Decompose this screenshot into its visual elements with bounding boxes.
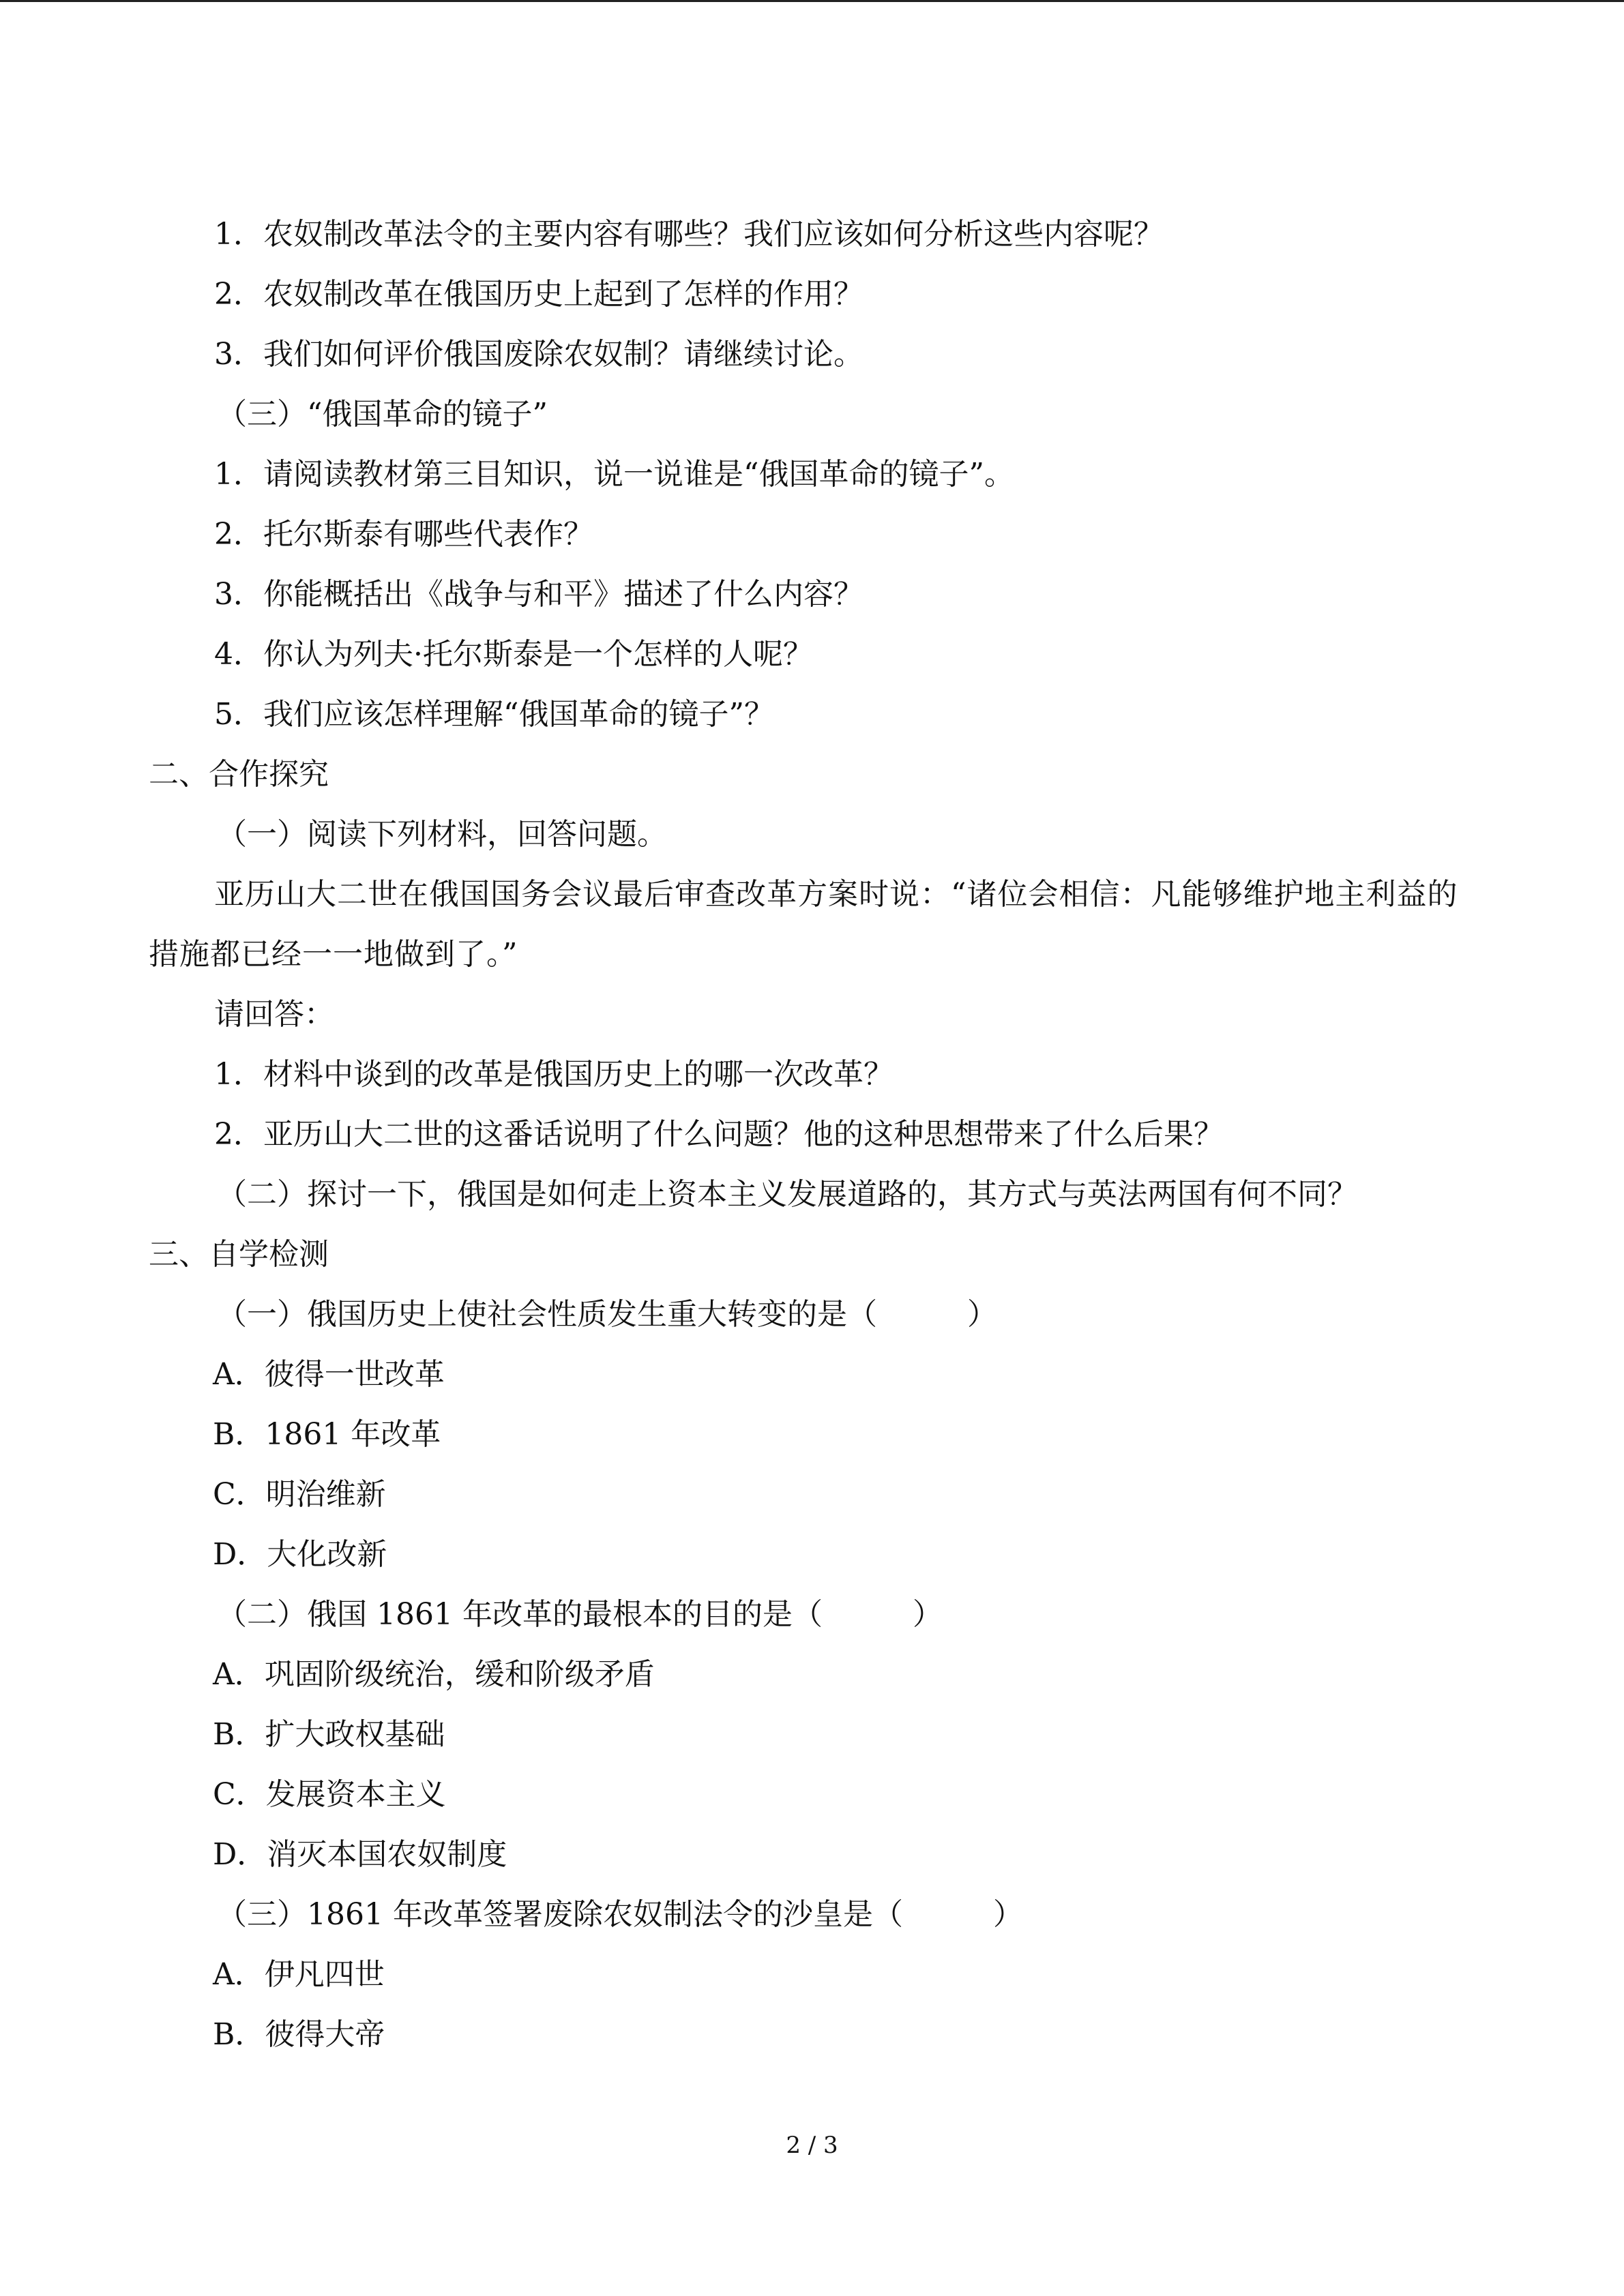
- quiz-option: B．扩大政权基础: [213, 1717, 445, 1752]
- top-border-line: [0, 0, 1624, 2]
- text-line: 请回答：: [214, 997, 334, 1032]
- quiz-option: D．大化改新: [213, 1537, 387, 1572]
- question-line: 1．材料中谈到的改革是俄国历史上的哪一次改革？: [214, 1057, 894, 1092]
- subsection-heading: （三）“俄国革命的镜子”: [217, 397, 548, 432]
- text-line: 1．农奴制改革法令的主要内容有哪些？我们应该如何分析这些内容呢？: [214, 217, 1164, 252]
- quiz-option: C．发展资本主义: [213, 1777, 446, 1812]
- text-line: 2．农奴制改革在俄国历史上起到了怎样的作用？: [214, 277, 863, 312]
- quiz-option: A．彼得一世改革: [213, 1357, 445, 1392]
- text-line: 1．请阅读教材第三目知识，说一说谁是“俄国革命的镜子”。: [214, 457, 1014, 492]
- quiz-question: （三）1861 年改革签署废除农奴制法令的沙皇是（ ）: [217, 1897, 1023, 1932]
- text-line: 5．我们应该怎样理解“俄国革命的镜子”？: [214, 697, 774, 732]
- text-line: 3．你能概括出《战争与和平》描述了什么内容？: [214, 577, 863, 612]
- quiz-option: A．巩固阶级统治，缓和阶级矛盾: [213, 1657, 655, 1692]
- text-line: 3．我们如何评价俄国废除农奴制？请继续讨论。: [214, 337, 863, 372]
- quiz-option: A．伊凡四世: [213, 1957, 385, 1992]
- document-body: [149, 205, 1472, 2065]
- quiz-question: （二）俄国 1861 年改革的最根本的目的是（ ）: [217, 1597, 943, 1632]
- quiz-option: B．彼得大帝: [213, 2017, 385, 2052]
- subsection-heading: （二）探讨一下，俄国是如何走上资本主义发展道路的，其方式与英法两国有何不同？: [217, 1177, 1357, 1212]
- quiz-option: C．明治维新: [213, 1477, 386, 1512]
- quiz-option: D．消灭本国农奴制度: [213, 1837, 507, 1872]
- page-number: 2 / 3: [786, 2132, 838, 2159]
- section-heading: 三、自学检测: [149, 1237, 329, 1272]
- subsection-heading: （一）阅读下列材料，回答问题。: [217, 817, 667, 852]
- quiz-option: B．1861 年改革: [213, 1417, 441, 1452]
- quoted-material-paragraph: 亚历山大二世在俄国国务会议最后审查改革方案时说：“诸位会相信：凡能够维护地主利益的措施都已经一一地做到了。”: [149, 877, 1458, 972]
- text-line: 4．你认为列夫·托尔斯泰是一个怎样的人呢？: [214, 637, 813, 672]
- quiz-question: （一）俄国历史上使社会性质发生重大转变的是（ ）: [217, 1297, 997, 1332]
- text-line: 2．托尔斯泰有哪些代表作？: [214, 517, 593, 552]
- question-line: 2．亚历山大二世的这番话说明了什么问题？他的这种思想带来了什么后果？: [214, 1117, 1224, 1152]
- section-heading: 二、合作探究: [149, 757, 329, 792]
